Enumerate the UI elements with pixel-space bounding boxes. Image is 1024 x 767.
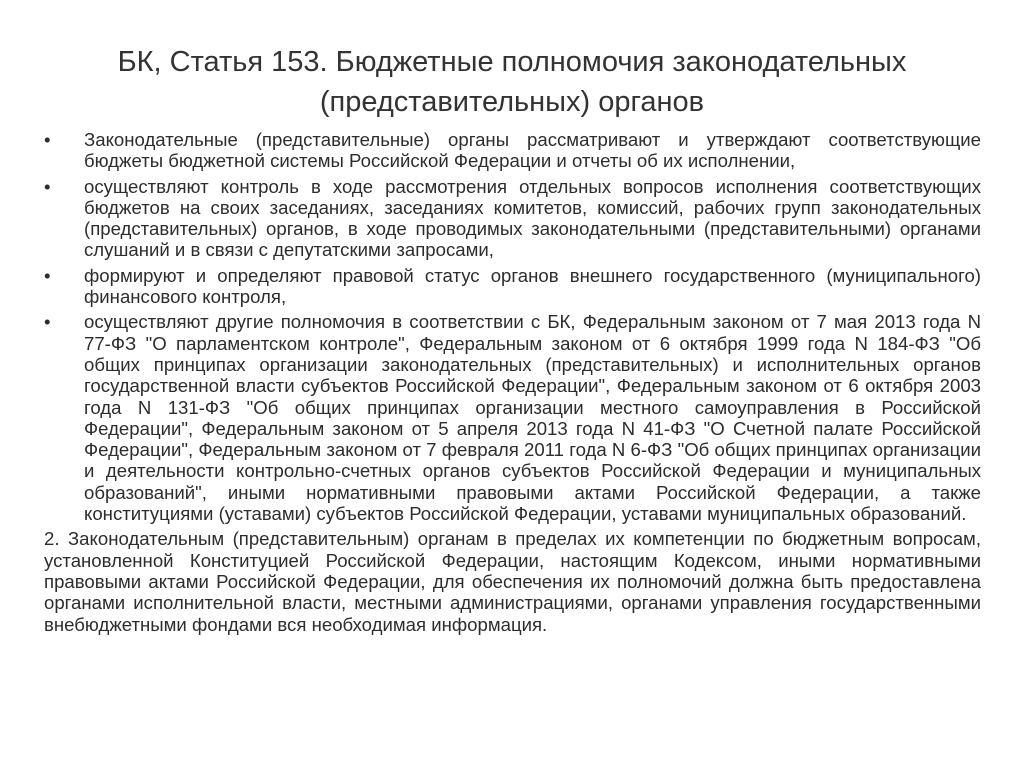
bullet-icon: • <box>44 264 51 286</box>
bullet-icon: • <box>44 129 51 150</box>
slide-title <box>60 42 964 122</box>
bullet-text: Законодательные (представительные) органы рассматривают и утверждают соответствующие бюджеты бюджетной системы Российской Федерации и отчеты об их исполнении, <box>84 129 981 172</box>
bullet-icon: • <box>44 311 51 333</box>
bullet-list <box>44 129 981 524</box>
bullet-item <box>44 311 981 524</box>
bullet-item <box>44 129 981 172</box>
slide-body <box>44 129 981 635</box>
title-line-1: БК, Статья 153. Бюджетные полномочия законодательных <box>117 46 907 78</box>
bullet-text: осуществляют другие полномочия в соответствии с БК, Федеральным законом от 7 мая 2013 года N 77-ФЗ "О парламентском контроле", Федеральным законом от 6 октября 1999 года N 184-ФЗ "Об общих принципах организации законодательных (представительных) и исполнительных органов государственной власти субъектов Российской Федерации", Федеральным законом от 6 октября 2003 года N 131-ФЗ "Об общих принципах организации местного самоуправления в Российской Федерации", Федеральным законом от 5 апреля 2013 года N 41-ФЗ "О Счетной палате Российской Федерации", Федеральным законом от 7 февраля 2011 года N 6-ФЗ "Об общих принципах организации и деятельности контрольно-счетных органов субъектов Российской Федерации и муниципальных образований", иными нормативными правовыми актами Российской Федерации, а также конституциями (уставами) субъектов Российской Федерации, уставами муниципальных образований. <box>84 311 981 525</box>
bullet-item <box>44 176 981 261</box>
title-line-2: (представительных) органов <box>319 86 705 118</box>
bullet-item <box>44 265 981 308</box>
bullet-text: формируют и определяют правовой статус органов внешнего государственного (муниципального) финансового контроля, <box>84 264 981 308</box>
bullet-icon: • <box>44 175 51 197</box>
paragraph-2: 2. Законодательным (представительным) органам в пределах их компетенции по бюджетным вопросам, установленной Конституцией Российской Федерации, настоящим Кодексом, иными нормативными правовыми актами Российской Федерации, для обеспечения их полномочий должна быть предоставлена органами исполнительной власти, местными администрациями, органами управления государственными внебюджетными фондами вся необходимая информация. <box>44 528 981 635</box>
bullet-text: осуществляют контроль в ходе рассмотрения отдельных вопросов исполнения соответствующих бюджетов на своих заседаниях, заседаниях комитетов, комиссий, рабочих групп законодательных (представительных) органов, в ходе проводимых законодательными (представительными) органами слушаний и в связи с депутатскими запросами, <box>84 175 981 261</box>
